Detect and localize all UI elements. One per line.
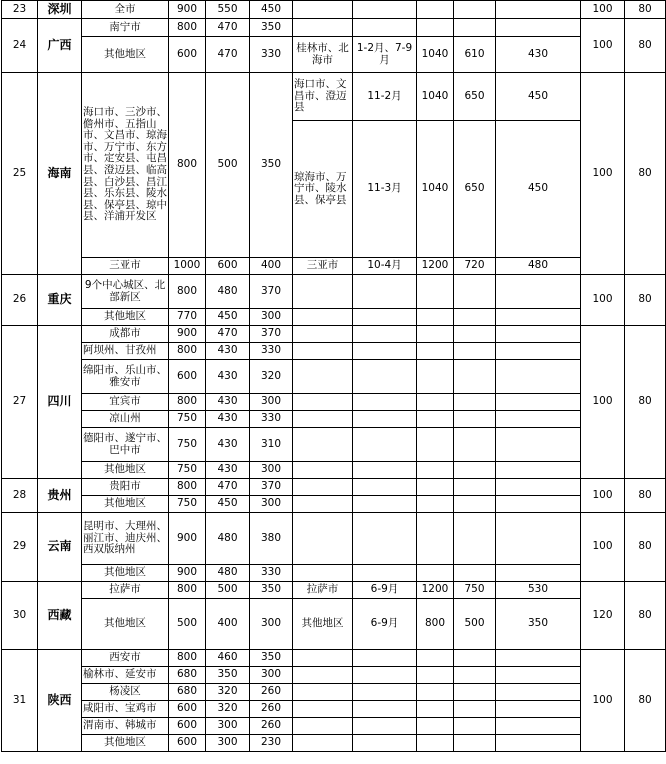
empty-cell: [353, 718, 417, 735]
cell-value: 300: [250, 309, 293, 326]
empty-cell: [353, 1, 417, 19]
cell-value: 600: [169, 718, 206, 735]
cell-value: 330: [250, 565, 293, 582]
area-name: 西安市: [82, 650, 169, 667]
empty-cell: [293, 19, 353, 37]
empty-cell: [454, 650, 496, 667]
cell-value: 300: [250, 394, 293, 411]
empty-cell: [417, 411, 454, 428]
cell-value: 430: [206, 360, 250, 394]
region-name: 深圳: [38, 1, 82, 19]
empty-cell: [417, 565, 454, 582]
cell-value: 80: [625, 73, 666, 275]
empty-cell: [496, 565, 581, 582]
cell-value: 350: [250, 582, 293, 599]
empty-cell: [496, 462, 581, 479]
row-number: 29: [2, 513, 38, 582]
season-area: 拉萨市: [293, 582, 353, 599]
cell-value: 350: [250, 19, 293, 37]
area-name: 其他地区: [82, 496, 169, 513]
empty-cell: [454, 462, 496, 479]
empty-cell: [496, 394, 581, 411]
empty-cell: [293, 513, 353, 565]
season-period: 11-2月: [353, 73, 417, 121]
empty-cell: [496, 513, 581, 565]
empty-cell: [496, 275, 581, 309]
cell-value: 750: [169, 462, 206, 479]
cell-value: 650: [454, 121, 496, 258]
empty-cell: [293, 565, 353, 582]
cell-value: 550: [206, 1, 250, 19]
empty-cell: [454, 513, 496, 565]
empty-cell: [353, 411, 417, 428]
empty-cell: [417, 513, 454, 565]
cell-value: 900: [169, 565, 206, 582]
empty-cell: [293, 701, 353, 718]
area-name: 昆明市、大理州、丽江市、迪庆州、西双版纳州: [82, 513, 169, 565]
row-number: 25: [2, 73, 38, 275]
empty-cell: [417, 735, 454, 752]
cell-value: 330: [250, 37, 293, 73]
cell-value: 600: [169, 735, 206, 752]
empty-cell: [496, 343, 581, 360]
empty-cell: [417, 650, 454, 667]
area-name: 德阳市、遂宁市、巴中市: [82, 428, 169, 462]
cell-value: 470: [206, 479, 250, 496]
season-period: 6-9月: [353, 582, 417, 599]
cell-value: 430: [496, 37, 581, 73]
cell-value: 400: [250, 258, 293, 275]
empty-cell: [417, 309, 454, 326]
empty-cell: [417, 394, 454, 411]
cell-value: 370: [250, 275, 293, 309]
season-area: 其他地区: [293, 599, 353, 650]
empty-cell: [417, 343, 454, 360]
area-name: 咸阳市、宝鸡市: [82, 701, 169, 718]
area-name: 榆林市、延安市: [82, 667, 169, 684]
empty-cell: [496, 411, 581, 428]
cell-value: 500: [169, 599, 206, 650]
empty-cell: [293, 360, 353, 394]
empty-cell: [417, 701, 454, 718]
cell-value: 400: [206, 599, 250, 650]
cell-value: 480: [496, 258, 581, 275]
empty-cell: [454, 684, 496, 701]
empty-cell: [293, 667, 353, 684]
empty-cell: [293, 326, 353, 343]
cell-value: 800: [169, 19, 206, 37]
cell-value: 470: [206, 19, 250, 37]
empty-cell: [353, 360, 417, 394]
empty-cell: [417, 275, 454, 309]
empty-cell: [454, 428, 496, 462]
cell-value: 100: [581, 513, 625, 582]
season-area: 海口市、文昌市、澄迈县: [293, 73, 353, 121]
empty-cell: [353, 667, 417, 684]
cell-value: 450: [250, 1, 293, 19]
cell-value: 1200: [417, 258, 454, 275]
cell-value: 300: [206, 735, 250, 752]
empty-cell: [417, 1, 454, 19]
empty-cell: [496, 718, 581, 735]
cell-value: 800: [169, 275, 206, 309]
empty-cell: [353, 479, 417, 496]
region-name: 海南: [38, 73, 82, 275]
empty-cell: [293, 411, 353, 428]
cell-value: 900: [169, 326, 206, 343]
empty-cell: [293, 275, 353, 309]
cell-value: 460: [206, 650, 250, 667]
region-name: 云南: [38, 513, 82, 582]
cell-value: 260: [250, 718, 293, 735]
empty-cell: [496, 428, 581, 462]
cell-value: 450: [496, 73, 581, 121]
empty-cell: [353, 19, 417, 37]
empty-cell: [293, 343, 353, 360]
cell-value: 800: [417, 599, 454, 650]
empty-cell: [353, 513, 417, 565]
empty-cell: [293, 462, 353, 479]
cell-value: 1000: [169, 258, 206, 275]
cell-value: 500: [206, 582, 250, 599]
empty-cell: [417, 718, 454, 735]
cell-value: 800: [169, 479, 206, 496]
empty-cell: [293, 309, 353, 326]
region-name: 贵州: [38, 479, 82, 513]
empty-cell: [417, 667, 454, 684]
season-period: 1-2月、7-9月: [353, 37, 417, 73]
cell-value: 450: [496, 121, 581, 258]
area-name: 其他地区: [82, 599, 169, 650]
cell-value: 80: [625, 582, 666, 650]
empty-cell: [293, 718, 353, 735]
empty-cell: [417, 19, 454, 37]
empty-cell: [454, 479, 496, 496]
empty-cell: [353, 496, 417, 513]
empty-cell: [353, 565, 417, 582]
empty-cell: [496, 735, 581, 752]
empty-cell: [417, 496, 454, 513]
cell-value: 80: [625, 275, 666, 326]
area-name: 成都市: [82, 326, 169, 343]
empty-cell: [353, 650, 417, 667]
cell-value: 330: [250, 411, 293, 428]
cell-value: 430: [206, 428, 250, 462]
cell-value: 370: [250, 479, 293, 496]
cell-value: 430: [206, 411, 250, 428]
area-name: 三亚市: [82, 258, 169, 275]
cell-value: 100: [581, 650, 625, 752]
cell-value: 260: [250, 701, 293, 718]
cell-value: 610: [454, 37, 496, 73]
cell-value: 750: [169, 411, 206, 428]
cell-value: 300: [250, 667, 293, 684]
area-name: 宜宾市: [82, 394, 169, 411]
row-number: 24: [2, 19, 38, 73]
cell-value: 230: [250, 735, 293, 752]
row-number: 23: [2, 1, 38, 19]
cell-value: 800: [169, 343, 206, 360]
empty-cell: [496, 19, 581, 37]
empty-cell: [353, 309, 417, 326]
cell-value: 750: [454, 582, 496, 599]
empty-cell: [353, 684, 417, 701]
region-name: 西藏: [38, 582, 82, 650]
cell-value: 680: [169, 667, 206, 684]
area-name: 其他地区: [82, 462, 169, 479]
cell-value: 300: [250, 599, 293, 650]
empty-cell: [417, 684, 454, 701]
cell-value: 480: [206, 565, 250, 582]
empty-cell: [353, 462, 417, 479]
row-number: 26: [2, 275, 38, 326]
empty-cell: [293, 650, 353, 667]
area-name: 全市: [82, 1, 169, 19]
row-number: 30: [2, 582, 38, 650]
cell-value: 430: [206, 462, 250, 479]
cell-value: 800: [169, 73, 206, 258]
cell-value: 1200: [417, 582, 454, 599]
area-name: 绵阳市、乐山市、雅安市: [82, 360, 169, 394]
empty-cell: [293, 496, 353, 513]
empty-cell: [496, 309, 581, 326]
cell-value: 80: [625, 513, 666, 582]
cell-value: 650: [454, 73, 496, 121]
area-name: 其他地区: [82, 565, 169, 582]
season-area: 桂林市、北海市: [293, 37, 353, 73]
standards-table: [1, 0, 666, 752]
empty-cell: [353, 428, 417, 462]
area-name: 9个中心城区、北部新区: [82, 275, 169, 309]
cell-value: 600: [169, 37, 206, 73]
cell-value: 1040: [417, 73, 454, 121]
empty-cell: [353, 343, 417, 360]
empty-cell: [417, 479, 454, 496]
empty-cell: [417, 428, 454, 462]
season-period: 6-9月: [353, 599, 417, 650]
row-number: 28: [2, 479, 38, 513]
cell-value: 800: [169, 650, 206, 667]
cell-value: 350: [250, 73, 293, 258]
cell-value: 80: [625, 1, 666, 19]
empty-cell: [496, 479, 581, 496]
cell-value: 320: [206, 701, 250, 718]
area-name: 其他地区: [82, 309, 169, 326]
cell-value: 470: [206, 326, 250, 343]
season-area: 三亚市: [293, 258, 353, 275]
area-name: 海口市、三沙市、儋州市、五指山市、文昌市、琼海市、万宁市、东方市、定安县、屯昌县、澄迈县、临高县、白沙县、昌江县、乐东县、陵水县、保亭县、琼中县、洋浦开发区: [82, 73, 169, 258]
empty-cell: [454, 360, 496, 394]
empty-cell: [353, 275, 417, 309]
cell-value: 1040: [417, 37, 454, 73]
empty-cell: [454, 496, 496, 513]
empty-cell: [496, 684, 581, 701]
cell-value: 100: [581, 479, 625, 513]
cell-value: 300: [250, 496, 293, 513]
empty-cell: [496, 1, 581, 19]
cell-value: 300: [250, 462, 293, 479]
empty-cell: [293, 684, 353, 701]
empty-cell: [417, 360, 454, 394]
cell-value: 530: [496, 582, 581, 599]
empty-cell: [496, 650, 581, 667]
area-name: 拉萨市: [82, 582, 169, 599]
cell-value: 600: [169, 360, 206, 394]
empty-cell: [353, 394, 417, 411]
cell-value: 600: [206, 258, 250, 275]
cell-value: 80: [625, 479, 666, 513]
cell-value: 800: [169, 394, 206, 411]
empty-cell: [496, 701, 581, 718]
cell-value: 330: [250, 343, 293, 360]
empty-cell: [454, 343, 496, 360]
empty-cell: [353, 326, 417, 343]
cell-value: 100: [581, 73, 625, 275]
empty-cell: [293, 735, 353, 752]
region-name: 重庆: [38, 275, 82, 326]
cell-value: 80: [625, 326, 666, 479]
cell-value: 310: [250, 428, 293, 462]
empty-cell: [454, 701, 496, 718]
cell-value: 370: [250, 326, 293, 343]
area-name: 杨凌区: [82, 684, 169, 701]
cell-value: 350: [496, 599, 581, 650]
empty-cell: [454, 275, 496, 309]
region-name: 四川: [38, 326, 82, 479]
cell-value: 350: [250, 650, 293, 667]
empty-cell: [353, 701, 417, 718]
cell-value: 120: [581, 582, 625, 650]
empty-cell: [454, 1, 496, 19]
cell-value: 750: [169, 496, 206, 513]
cell-value: 450: [206, 496, 250, 513]
cell-value: 480: [206, 513, 250, 565]
cell-value: 770: [169, 309, 206, 326]
cell-value: 600: [169, 701, 206, 718]
area-name: 贵阳市: [82, 479, 169, 496]
cell-value: 300: [206, 718, 250, 735]
season-period: 10-4月: [353, 258, 417, 275]
row-number: 31: [2, 650, 38, 752]
empty-cell: [496, 326, 581, 343]
cell-value: 80: [625, 19, 666, 73]
cell-value: 320: [206, 684, 250, 701]
area-name: 凉山州: [82, 411, 169, 428]
empty-cell: [454, 309, 496, 326]
cell-value: 320: [250, 360, 293, 394]
cell-value: 430: [206, 343, 250, 360]
empty-cell: [417, 326, 454, 343]
cell-value: 260: [250, 684, 293, 701]
empty-cell: [496, 496, 581, 513]
cell-value: 380: [250, 513, 293, 565]
empty-cell: [454, 667, 496, 684]
area-name: 渭南市、韩城市: [82, 718, 169, 735]
cell-value: 350: [206, 667, 250, 684]
empty-cell: [293, 479, 353, 496]
cell-value: 470: [206, 37, 250, 73]
cell-value: 480: [206, 275, 250, 309]
cell-value: 500: [206, 73, 250, 258]
cell-value: 720: [454, 258, 496, 275]
cell-value: 900: [169, 513, 206, 565]
cell-value: 1040: [417, 121, 454, 258]
cell-value: 800: [169, 582, 206, 599]
empty-cell: [454, 326, 496, 343]
area-name: 南宁市: [82, 19, 169, 37]
empty-cell: [417, 462, 454, 479]
empty-cell: [454, 718, 496, 735]
empty-cell: [454, 411, 496, 428]
cell-value: 900: [169, 1, 206, 19]
cell-value: 500: [454, 599, 496, 650]
empty-cell: [496, 667, 581, 684]
empty-cell: [293, 428, 353, 462]
region-name: 广西: [38, 19, 82, 73]
season-period: 11-3月: [353, 121, 417, 258]
area-name: 阿坝州、甘孜州: [82, 343, 169, 360]
cell-value: 450: [206, 309, 250, 326]
cell-value: 430: [206, 394, 250, 411]
cell-value: 100: [581, 275, 625, 326]
season-area: 琼海市、万宁市、陵水县、保亭县: [293, 121, 353, 258]
empty-cell: [454, 394, 496, 411]
empty-cell: [353, 735, 417, 752]
empty-cell: [293, 1, 353, 19]
row-number: 27: [2, 326, 38, 479]
empty-cell: [454, 19, 496, 37]
area-name: 其他地区: [82, 37, 169, 73]
empty-cell: [454, 735, 496, 752]
area-name: 其他地区: [82, 735, 169, 752]
cell-value: 100: [581, 1, 625, 19]
cell-value: 100: [581, 19, 625, 73]
region-name: 陕西: [38, 650, 82, 752]
cell-value: 100: [581, 326, 625, 479]
cell-value: 750: [169, 428, 206, 462]
empty-cell: [454, 565, 496, 582]
cell-value: 680: [169, 684, 206, 701]
cell-value: 80: [625, 650, 666, 752]
empty-cell: [293, 394, 353, 411]
empty-cell: [496, 360, 581, 394]
